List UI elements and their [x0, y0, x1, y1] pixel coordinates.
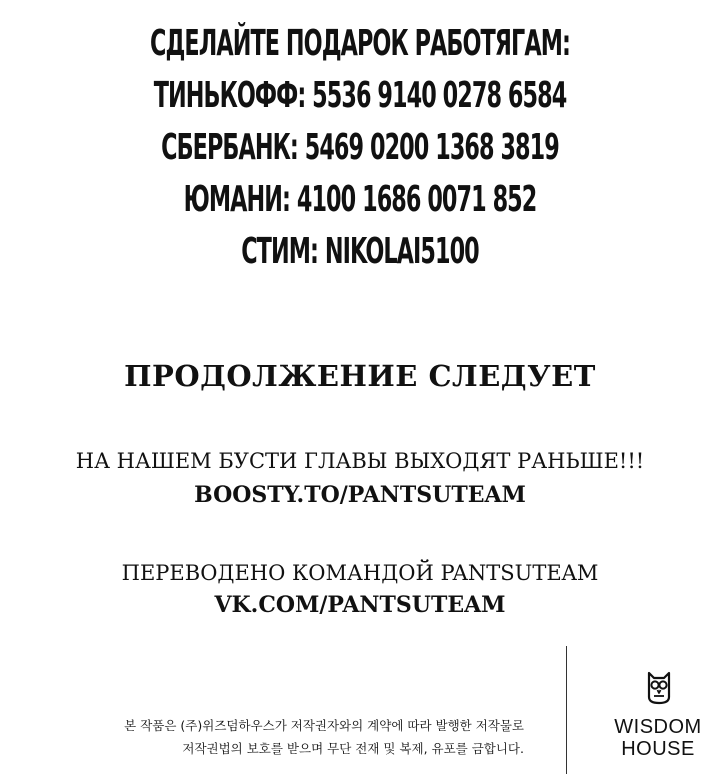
donation-block — [137, 18, 583, 278]
copyright-line-2: 저작권법의 보호를 받으며 무단 전재 및 복제, 유포를 금합니다. — [182, 741, 524, 756]
vertical-divider — [566, 646, 567, 774]
donation-sberbank: СБЕРБАНК: 5469 0200 1368 3819 — [161, 127, 559, 168]
translator-credit: ПЕРЕВОДЕНО КОМАНДОЙ PANTSUTEAM — [121, 561, 599, 585]
donation-heading: СДЕЛАЙТЕ ПОДАРОК РАБОТЯГАМ: — [150, 23, 570, 64]
donation-tinkoff: ТИНЬКОФФ: 5536 9140 0278 6584 — [153, 75, 567, 116]
copyright-line-1: 본 작품은 (주)위즈덤하우스가 저작권자와의 계약에 따라 발행한 저작물로 — [124, 718, 524, 733]
boosty-notice: НА НАШЕМ БУСТИ ГЛАВЫ ВЫХОДЯТ РАНЬШЕ!!! — [75, 449, 645, 473]
continuation-title: ПРОДОЛЖЕНИЕ СЛЕДУЕТ — [124, 359, 596, 393]
donation-yoomoney: ЮМАНИ: 4100 1686 0071 852 — [183, 179, 537, 220]
donation-steam: СТИМ: NIKOLAI5100 — [241, 231, 479, 272]
vk-link[interactable]: VK.COM/PANTSUTEAM — [214, 592, 506, 618]
publisher-logo-text — [599, 716, 717, 760]
boosty-link[interactable]: BOOSTY.TO/PANTSUTEAM — [194, 482, 526, 508]
publisher-name-line-1: WISDOM — [614, 716, 702, 738]
copyright-notice — [124, 714, 524, 760]
owl-icon — [644, 669, 674, 705]
publisher-name-line-2: HOUSE — [621, 738, 695, 760]
